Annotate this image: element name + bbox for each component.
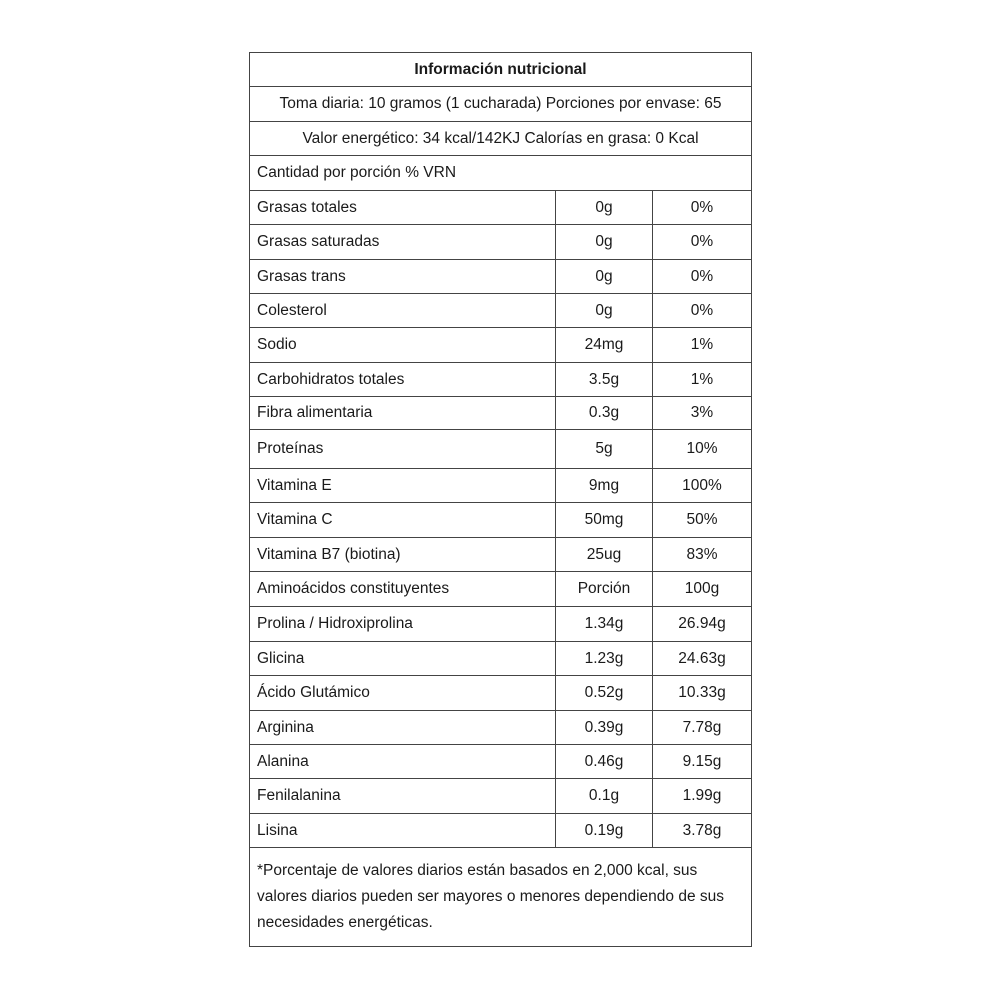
energy-text: Valor energético: 34 kcal/142KJ Calorías en grasa: 0 Kcal: [302, 129, 699, 147]
nutrient-value: 24.63g: [678, 649, 726, 667]
nutrient-amount: 0.39g: [556, 711, 653, 744]
nutrient-amount: 0.46g: [556, 745, 653, 778]
nutrient-value: 100g: [684, 580, 720, 597]
nutrient-value: 3.78g: [682, 821, 722, 839]
nutrient-value: 9.15g: [682, 752, 722, 770]
nutrient-value: 26.94g: [678, 615, 726, 632]
table-row: [250, 260, 751, 294]
table-row: [250, 294, 751, 328]
table-row: [250, 469, 751, 503]
serving-row: [250, 87, 751, 122]
nutrient-amount: 25ug: [556, 538, 653, 571]
nutrient-value: 7.78g: [682, 718, 722, 736]
nutrient-amount: 0g: [556, 260, 653, 293]
nutrient-value: 0%: [690, 233, 714, 250]
nutrient-value: 0%: [690, 301, 714, 319]
nutrient-name: Alanina: [250, 745, 556, 778]
nutrient-name: Vitamina E: [250, 469, 556, 502]
table-row: [250, 607, 751, 642]
nutrient-name: Ácido Glutámico: [250, 676, 556, 710]
nutrient-value: 50%: [686, 511, 718, 528]
nutrient-value: 100%: [682, 476, 722, 494]
table-row: [250, 814, 751, 848]
table-row: [250, 572, 751, 607]
nutrient-amount: 0g: [556, 191, 653, 224]
nutrient-amount: Porción: [556, 572, 653, 606]
nutrient-name: Grasas totales: [250, 191, 556, 224]
table-title-row: [250, 53, 751, 87]
nutrient-value: 83%: [686, 545, 718, 563]
nutrient-name: Proteínas: [250, 430, 556, 468]
table-title: Información nutricional: [414, 60, 587, 78]
serving-text: Toma diaria: 10 gramos (1 cucharada) Porciones por envase: 65: [279, 95, 722, 112]
nutrient-name: Vitamina B7 (biotina): [250, 538, 556, 571]
table-row: [250, 676, 751, 711]
table-row: [250, 779, 751, 814]
nutrient-amount: 0.19g: [556, 814, 653, 847]
nutrient-amount: 1.34g: [556, 607, 653, 641]
nutrient-amount: 1.23g: [556, 642, 653, 675]
table-row: [250, 745, 751, 779]
table-row: [250, 397, 751, 430]
table-row: [250, 503, 751, 538]
nutrition-table: [249, 52, 752, 947]
nutrient-amount: 50mg: [556, 503, 653, 537]
nutrient-name: Glicina: [250, 642, 556, 675]
nutrient-name: Grasas trans: [250, 260, 556, 293]
nutrient-amount: 9mg: [556, 469, 653, 502]
nutrient-value: 1%: [690, 370, 714, 388]
footer-note: [250, 848, 751, 946]
footer-note-text: *Porcentaje de valores diarios están basados en 2,000 kcal, sus valores diarios pueden ser mayores o menores dependiendo de sus necesidades energéticas.: [257, 862, 725, 931]
nutrient-value: 3%: [690, 404, 714, 421]
nutrient-amount: 3.5g: [556, 363, 653, 396]
nutrient-name: Arginina: [250, 711, 556, 744]
nutrient-name: Lisina: [250, 814, 556, 847]
table-row: [250, 430, 751, 469]
nutrient-amount: 0.52g: [556, 676, 653, 710]
nutrient-name: Prolina / Hidroxiprolina: [250, 607, 556, 641]
nutrient-amount: 0.3g: [556, 397, 653, 429]
table-row: [250, 191, 751, 225]
quantity-label-row: [250, 156, 751, 191]
nutrient-value: 1%: [690, 336, 714, 353]
table-row: [250, 711, 751, 745]
energy-row: [250, 122, 751, 156]
table-row: [250, 328, 751, 363]
nutrient-name: Vitamina C: [250, 503, 556, 537]
table-row: [250, 225, 751, 260]
quantity-label: Cantidad por porción % VRN: [257, 164, 457, 181]
nutrient-name: Colesterol: [250, 294, 556, 327]
nutrient-name: Fenilalanina: [250, 779, 556, 813]
nutrient-amount: 0g: [556, 225, 653, 259]
nutrient-value: 10%: [686, 440, 718, 457]
nutrient-value: 1.99g: [682, 787, 722, 804]
nutrient-amount: 5g: [556, 430, 653, 468]
nutrient-name: Carbohidratos totales: [250, 363, 556, 396]
nutrient-value: 10.33g: [678, 684, 726, 701]
nutrient-value: 0%: [690, 198, 714, 216]
nutrient-name: Fibra alimentaria: [250, 397, 556, 429]
table-row: [250, 363, 751, 397]
nutrient-value: 0%: [690, 267, 714, 285]
nutrient-name: Grasas saturadas: [250, 225, 556, 259]
nutrient-name: Sodio: [250, 328, 556, 362]
nutrient-amount: 24mg: [556, 328, 653, 362]
nutrient-name: Aminoácidos constituyentes: [250, 572, 556, 606]
nutrient-amount: 0.1g: [556, 779, 653, 813]
table-row: [250, 642, 751, 676]
nutrient-amount: 0g: [556, 294, 653, 327]
table-row: [250, 538, 751, 572]
